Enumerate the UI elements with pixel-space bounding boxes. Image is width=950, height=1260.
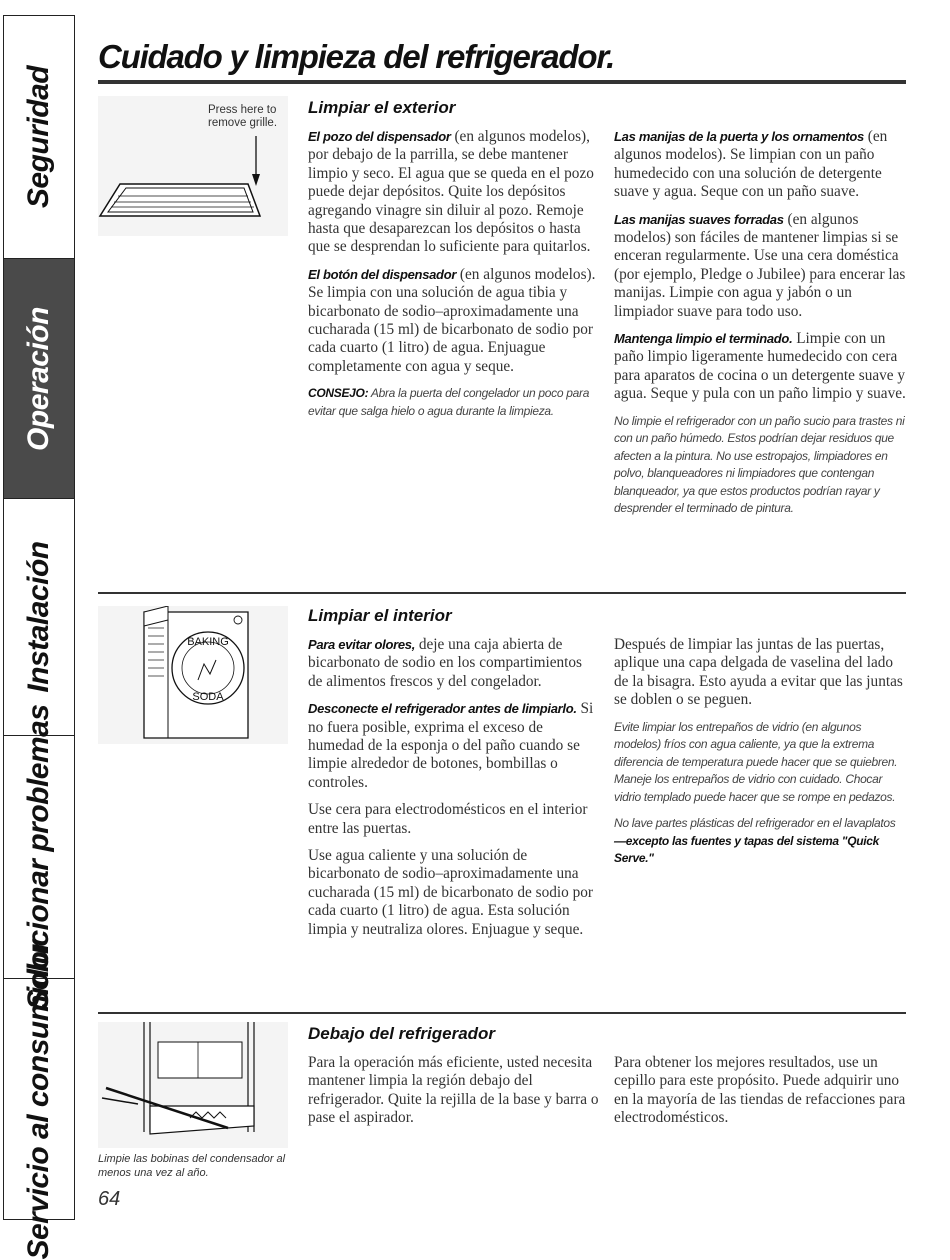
interior-paragraph: Use cera para electrodomésticos en el interior entre las puertas. [308,801,588,837]
below-column-left [308,1054,600,1137]
box-bottom-word: SODA [192,691,224,703]
section-divider [98,1012,906,1014]
tab-label-instalacion: Instalación [22,541,55,693]
condenser-coils-illustration [98,1022,288,1148]
interior-paragraph: Después de limpiar las juntas de las puertas, aplique una capa delgada de vaselina del lado de la bisagra. Esto ayuda a evitar que las juntas se doblen o se peguen. [614,636,903,709]
exterior-column-right [614,128,906,527]
paragraph-lead: Desconecte el refrigerador antes de limpiarlo. [308,701,577,717]
title-rule [98,80,906,84]
interior-heading: Limpiar el interior [308,606,452,625]
grille-label [208,104,277,130]
dishwasher-note [614,815,906,868]
section-sidebar [3,15,75,1260]
page-title: Cuidado y limpieza del refrigerador. [98,38,615,75]
interior-column-left [308,636,600,948]
below-heading: Debajo del refrigerador [308,1024,496,1043]
paragraph-text: (en algunos modelos) son fáciles de mantener limpias si se enceran regularmente. Use una cera doméstica (por ejemplo, Pledge o Jubilee) para encerar las manijas. Limpie con agua y jabón o un limpiador suave para todo uso. [614,210,906,320]
exterior-paragraph [614,128,906,202]
below-paragraph: Para obtener los mejores resultados, use un cepillo para este propósito. Puede adquirir uno en la mayoría de las tiendas de refacciones para electrodomésticos. [614,1054,906,1127]
interior-paragraph: Use agua caliente y una solución de bicarbonato de sodio–aproximadamente una cucharada (15 ml) de bicarbonato de sodio por cada cuarto (1 litro) de agua. Esta solución limpia y neutraliza olores. Enjuague y seque. [308,847,594,938]
paragraph-lead: Las manijas de la puerta y los ornamentos [614,129,864,144]
paragraph-lead: Mantenga limpio el terminado. [614,331,793,347]
exterior-paragraph [614,211,906,321]
dishwasher-note-bold: —excepto las fuentes y tapas del sistema "Quick Serve." [614,833,880,866]
tab-seguridad[interactable] [4,16,74,259]
tip-lead: CONSEJO: [308,386,369,401]
tab-label-servicio-al-consumidor: Servicio al consumidor [22,940,55,1260]
paragraph-lead: El pozo del dispensador [308,129,451,144]
grille-label-line1: Press here to [208,104,277,116]
exterior-paragraph [308,128,600,257]
below-column-right [614,1054,906,1137]
condenser-caption: Limpie las bobinas del condensador al menos una vez al año. [98,1153,286,1179]
page-number: 64 [98,1188,121,1210]
grille-label-line2: remove grille. [208,117,278,129]
paragraph-text: deje una caja abierta de bicarbonato de sodio en los compartimientos de alimentos frescos y del congelador. [308,636,583,690]
interior-paragraph [308,700,600,792]
section-divider [98,592,906,594]
tip-note [308,385,600,420]
tab-label-operacion: Operación [22,306,55,451]
interior-paragraph [308,636,600,691]
paragraph-text: (en algunos modelos), por debajo de la parrilla, se debe mantener limpio y seco. El agua que se queda en el pozo puede dejar depósitos. Quite los depósitos agregando vinagre sin diluir al pozo. Remoje hasta que desaparezcan los depósitos o hasta que se desprendan lo suficiente para quitarlos. [308,128,594,256]
tab-instalacion[interactable] [4,499,74,736]
glass-shelf-note: Evite limpiar los entrepaños de vidrio (en algunos modelos) fríos con agua caliente, ya que la extrema diferencia de temperatura puede hacer que se quiebren. Maneje los entrepaños de vidrio con cuidado. Chocar vidrio templado puede hacer que se rompe en pedazos. [614,719,898,804]
tip-text: Abra la puerta del congelador un poco para evitar que salga hielo o agua durante la limpieza. [308,386,590,418]
paragraph-text: Limpie con un paño limpio ligeramente humedecido con cera para aparatos de cocina o un detergente suave y agua. Seque y pula con un paño limpio y suave. [614,330,906,403]
paragraph-lead: El botón del dispensador [308,266,457,282]
exterior-heading: Limpiar el exterior [308,98,456,117]
exterior-column-left [308,128,600,429]
tab-operacion[interactable] [4,259,74,499]
paragraph-lead: Las manijas suaves forradas [614,211,784,227]
tab-label-seguridad: Seguridad [22,65,55,209]
tab-servicio-al-consumidor[interactable] [4,940,74,1260]
dishwasher-note-text: No lave partes plásticas del refrigerador en el lavaplatos [614,816,896,831]
caution-note: No limpie el refrigerador con un paño sucio para trastes ni con un paño húmedo. Estos podrían dejar residuos que afecten a la pintura. No use estropajos, limpiadores en polvo, blanqueadores ni limpiadores que contengan blanqueador, ya que estos productos podrían rayar y desprender el terminado de pintura. [614,413,905,516]
below-paragraph: Para la operación más eficiente, usted necesita mantener limpia la región debajo del refrigerador. Quite la rejilla de la base y barra o pase el aspirador. [308,1054,599,1127]
paragraph-text: (en algunos modelos). Se limpia con una solución de agua tibia y bicarbonato de sodio–aproximadamente una cucharada (15 ml) de bicarbonato de sodio por cada cuarto (1 litro) de agua. Enjuague completamente con agua y seque. [308,265,596,375]
baking-soda-box-illustration [98,606,288,744]
exterior-paragraph [308,266,600,376]
paragraph-text: (en algunos modelos). Se limpian con un paño humedecido con una solución de detergente suave y agua. Seque con un paño suave. [614,128,888,201]
box-top-word: BAKING [187,636,229,648]
tab-label-solucionar-problemas: Solucionar problemas [22,704,55,1010]
exterior-paragraph [614,330,906,404]
paragraph-text: Si no fuera posible, exprima el exceso de humedad de la esponja o del paño cuando se limpie alrededor de botones, bombillas o controles. [308,700,594,791]
paragraph-lead: Para evitar olores, [308,637,416,652]
interior-column-right [614,636,906,877]
